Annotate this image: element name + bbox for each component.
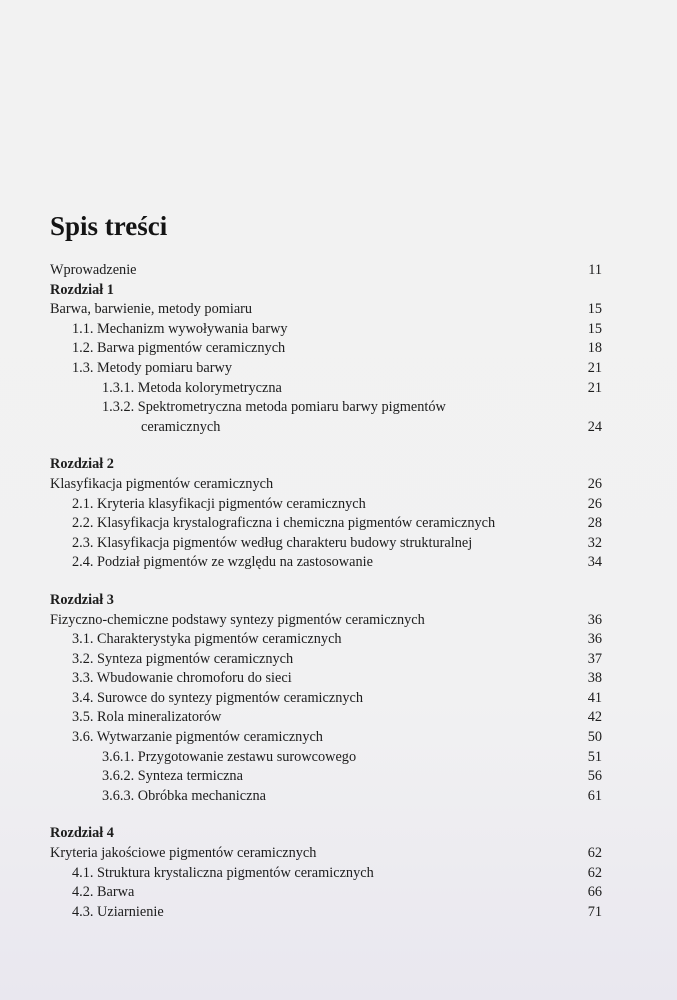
toc-entry — [50, 320, 602, 340]
toc-label: 3.2. Synteza pigmentów ceramicznych — [72, 650, 294, 667]
toc-label: 4.2. Barwa — [72, 884, 135, 901]
toc-label: 1.3.2. Spektrometryczna metoda pomiaru barwy pigmentów — [102, 399, 446, 416]
chapter-heading-2 — [50, 455, 602, 475]
toc-label: 3.3. Wbudowanie chromoforu do sieci — [72, 670, 292, 687]
toc-page-number: 56 — [587, 768, 602, 785]
toc-entry — [50, 864, 602, 884]
toc-page-number: 62 — [587, 864, 602, 881]
toc-entry — [50, 398, 602, 418]
toc-page-number: 28 — [587, 515, 602, 532]
toc-page-number: 18 — [587, 340, 602, 357]
toc-page-number: 41 — [587, 689, 602, 706]
toc-page-number: 36 — [587, 611, 602, 628]
toc-label: ceramicznych — [141, 418, 221, 435]
toc-page-number: 61 — [587, 787, 602, 804]
spacer — [50, 806, 602, 824]
toc-entry — [50, 553, 602, 573]
toc-entry — [50, 883, 602, 903]
spacer — [50, 437, 602, 455]
toc-label: 1.3. Metody pomiaru barwy — [72, 359, 233, 376]
toc-label: 2.1. Kryteria klasyfikacji pigmentów ceramicznych — [72, 495, 366, 512]
toc-page-number: 37 — [587, 650, 602, 667]
toc-entry — [50, 514, 602, 534]
toc-page-number: 15 — [587, 320, 602, 337]
toc-label: Kryteria jakościowe pigmentów ceramicznych — [50, 845, 317, 862]
toc-page-number: 34 — [587, 554, 602, 571]
toc-page-number: 24 — [587, 418, 602, 435]
toc-label: 2.4. Podział pigmentów ze względu na zastosowanie — [72, 554, 373, 571]
chapter-label: Rozdział 2 — [50, 456, 114, 473]
toc-page-number: 26 — [587, 495, 602, 512]
toc-entry — [50, 630, 602, 650]
chapter-label: Rozdział 1 — [50, 281, 114, 298]
toc-entry — [50, 339, 602, 359]
toc-entry — [50, 650, 602, 670]
toc-label: Wprowadzenie — [50, 262, 137, 278]
toc-label: 3.4. Surowce do syntezy pigmentów ceramicznych — [72, 689, 364, 706]
toc-entry — [50, 669, 602, 689]
toc-entry — [50, 708, 602, 728]
toc-label: 3.6.3. Obróbka mechaniczna — [102, 787, 266, 804]
toc-label: 3.6.1. Przygotowanie zestawu surowcowego — [102, 748, 357, 765]
toc-label: 3.5. Rola mineralizatorów — [72, 709, 222, 726]
toc-label: 3.6.2. Synteza termiczna — [102, 768, 243, 785]
toc-page-number: 38 — [587, 670, 602, 687]
chapter-heading-1 — [50, 281, 602, 301]
toc-entry — [50, 787, 602, 807]
chapter-heading-3 — [50, 591, 602, 611]
toc-entry-introduction — [50, 261, 602, 281]
toc-label: Barwa, barwienie, metody pomiaru — [50, 301, 253, 318]
toc-entry — [50, 359, 602, 379]
toc-page-number: 36 — [587, 631, 602, 648]
toc-page-number: 21 — [587, 379, 602, 396]
toc-entry — [50, 689, 602, 709]
toc-page-number: 62 — [587, 845, 602, 862]
toc-page-number: 50 — [587, 729, 602, 746]
chapter-title-1 — [50, 300, 602, 320]
toc-label: 2.2. Klasyfikacja krystalograficzna i chemiczna pigmentów ceramicznych — [72, 515, 496, 532]
toc-label: 2.3. Klasyfikacja pigmentów według charakteru budowy strukturalnej — [72, 534, 473, 551]
toc-entry-continuation — [50, 418, 602, 438]
toc-label: 4.3. Uziarnienie — [72, 903, 164, 920]
chapter-title-4 — [50, 844, 602, 864]
toc-label: Klasyfikacja pigmentów ceramicznych — [50, 475, 274, 492]
toc-page-number: 71 — [587, 903, 602, 920]
toc-page-number: 51 — [587, 748, 602, 765]
toc-label: Fizyczno-chemiczne podstawy syntezy pigmentów ceramicznych — [50, 611, 425, 628]
toc-page-number: 11 — [588, 262, 602, 278]
chapter-title-3 — [50, 611, 602, 631]
toc-page-number: 15 — [587, 301, 602, 318]
toc-entry — [50, 748, 602, 768]
page-title: Spis treści — [50, 211, 168, 241]
toc-label: 1.3.1. Metoda kolorymetryczna — [102, 379, 282, 396]
toc-entry — [50, 767, 602, 787]
toc-entry — [50, 728, 602, 748]
toc-entry — [50, 379, 602, 399]
toc-page-number: 42 — [587, 709, 602, 726]
toc-page-number: 21 — [587, 359, 602, 376]
toc-label: 1.2. Barwa pigmentów ceramicznych — [72, 340, 286, 357]
toc-label: 1.1. Mechanizm wywoływania barwy — [72, 320, 288, 337]
toc-entry — [50, 903, 602, 923]
toc-label: 3.6. Wytwarzanie pigmentów ceramicznych — [72, 729, 323, 746]
toc-label: 4.1. Struktura krystaliczna pigmentów ceramicznych — [72, 864, 374, 881]
toc-label: 3.1. Charakterystyka pigmentów ceramicznych — [72, 631, 342, 648]
toc-page-number: 66 — [587, 884, 602, 901]
chapter-label: Rozdział 3 — [50, 591, 114, 608]
spacer — [50, 573, 602, 591]
chapter-label: Rozdział 4 — [50, 825, 114, 842]
toc-page-number: 26 — [587, 475, 602, 492]
chapter-title-2 — [50, 475, 602, 495]
chapter-heading-4 — [50, 824, 602, 844]
toc-entry — [50, 534, 602, 554]
table-of-contents — [50, 261, 602, 922]
toc-page-number: 32 — [587, 534, 602, 551]
toc-entry — [50, 495, 602, 515]
